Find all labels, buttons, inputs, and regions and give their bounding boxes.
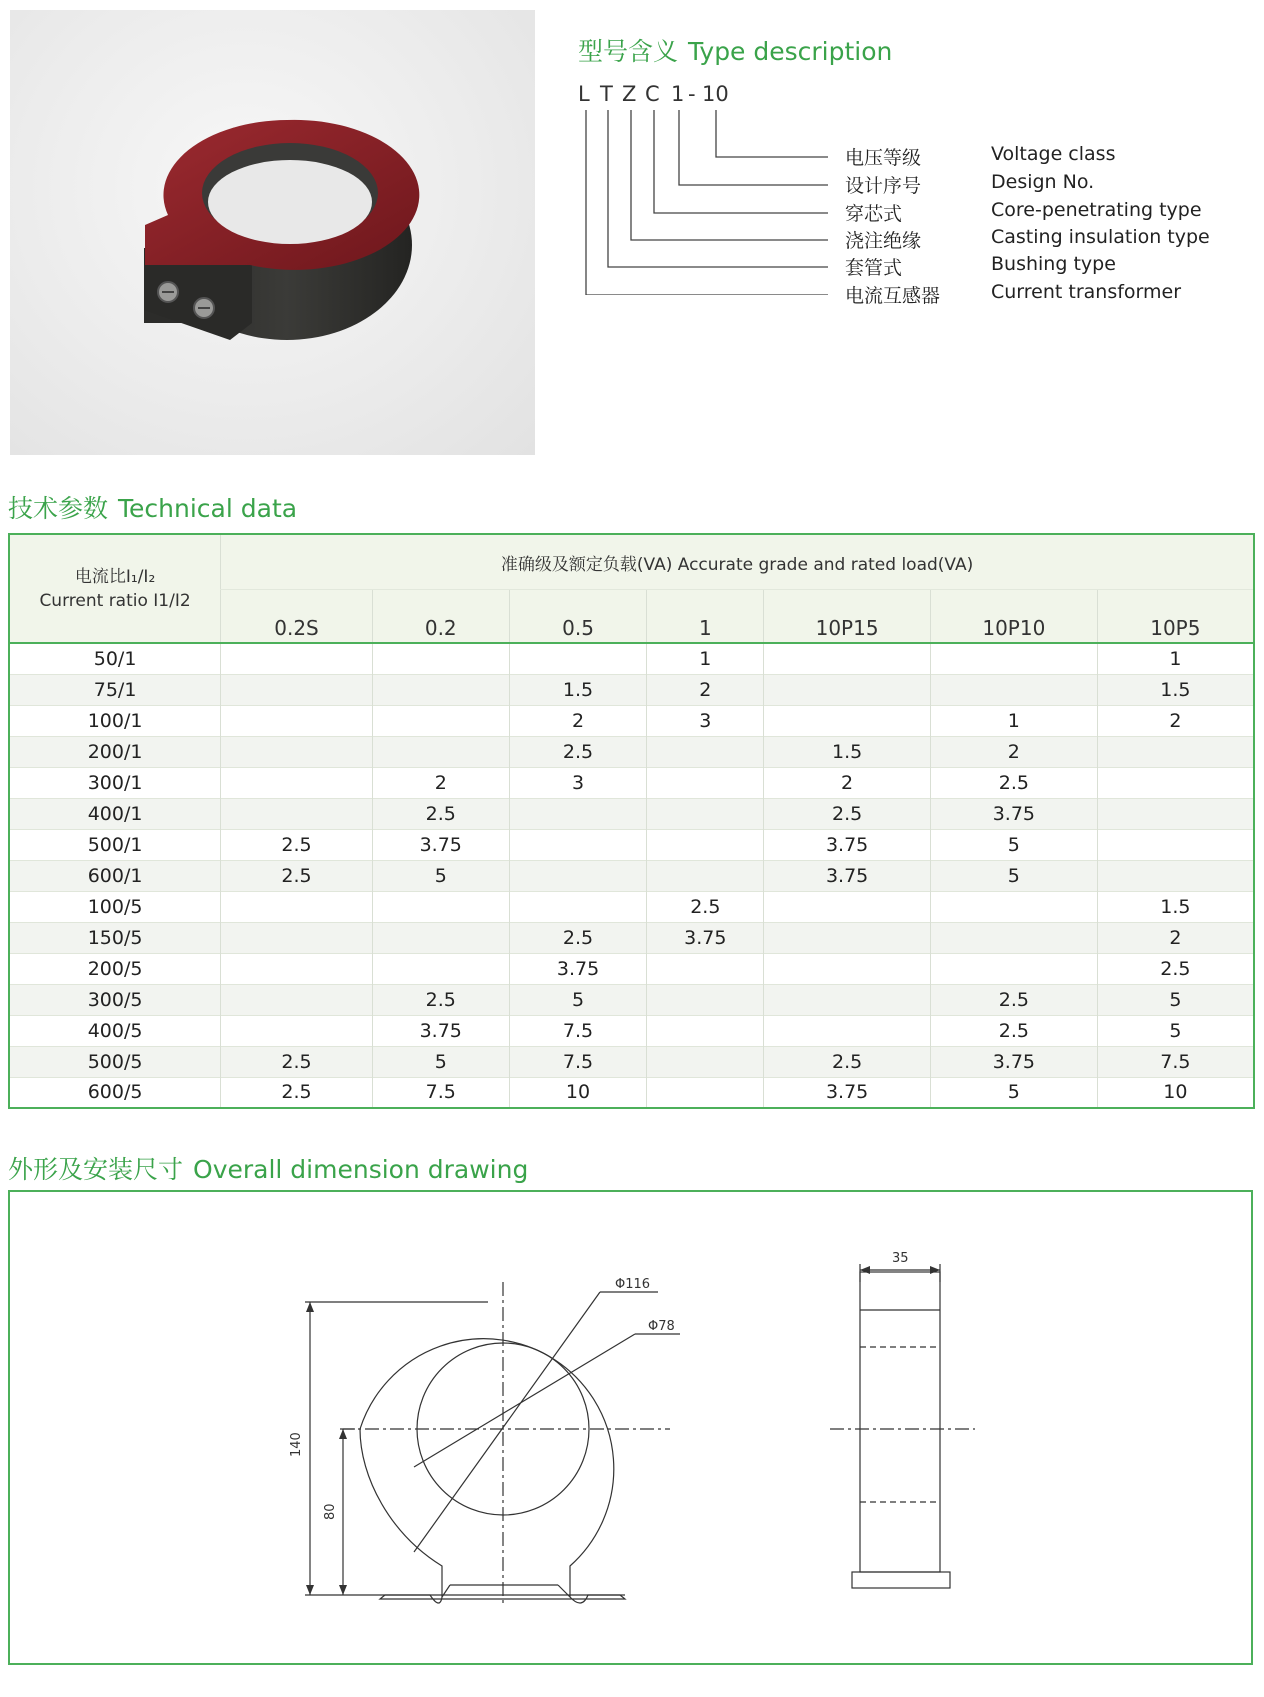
title-en: Overall dimension drawing: [193, 1155, 529, 1184]
load-cell: 3.75: [930, 798, 1097, 829]
load-cell: 2.5: [930, 984, 1097, 1015]
code-letter: -: [688, 82, 696, 106]
load-cell: [647, 953, 764, 984]
outer-diameter-label: Φ116: [615, 1277, 651, 1292]
load-cell: 3: [509, 767, 647, 798]
load-cell: 5: [930, 860, 1097, 891]
type-description-title: [578, 32, 892, 68]
load-cell: 2.5: [221, 860, 373, 891]
code-letter: T: [600, 82, 613, 106]
ratio-cell: 600/1: [9, 860, 221, 891]
load-cell: 2.5: [372, 984, 509, 1015]
title-zh: 型号含义: [578, 37, 679, 66]
table-row: [9, 860, 1254, 891]
load-cell: [764, 1015, 931, 1046]
grade-header: 准确级及额定负载(VA) Accurate grade and rated load(VA): [221, 534, 1254, 590]
ratio-cell: 75/1: [9, 674, 221, 705]
load-cell: [221, 891, 373, 922]
load-cell: 2: [509, 705, 647, 736]
width-label: 35: [892, 1251, 909, 1266]
code-letter: L: [578, 82, 590, 106]
load-cell: [930, 674, 1097, 705]
load-cell: [372, 891, 509, 922]
load-cell: [764, 953, 931, 984]
load-cell: 3.75: [647, 922, 764, 953]
load-cell: [372, 705, 509, 736]
desc-zh: 设计序号: [845, 175, 922, 197]
column-header: 0.5: [509, 590, 647, 644]
total-height-label: 140: [289, 1432, 304, 1457]
load-cell: 2.5: [221, 829, 373, 860]
load-cell: 2: [1097, 705, 1254, 736]
load-cell: 3.75: [764, 1077, 931, 1108]
ratio-cell: 600/5: [9, 1077, 221, 1108]
desc-en: Design No.: [991, 171, 1095, 193]
load-cell: 2.5: [221, 1077, 373, 1108]
load-cell: 3.75: [372, 1015, 509, 1046]
table-body: [9, 643, 1254, 1108]
load-cell: [221, 736, 373, 767]
ratio-column-header: [9, 534, 221, 643]
load-cell: [221, 643, 373, 674]
load-cell: 2.5: [1097, 953, 1254, 984]
column-header: 10P5: [1097, 590, 1254, 644]
load-cell: 7.5: [1097, 1046, 1254, 1077]
table-row: [9, 674, 1254, 705]
load-cell: 2: [372, 767, 509, 798]
dimension-drawing-box: [8, 1190, 1253, 1665]
load-cell: [221, 798, 373, 829]
ratio-cell: 300/1: [9, 767, 221, 798]
load-cell: 2.5: [764, 798, 931, 829]
table-row: [9, 1077, 1254, 1108]
load-cell: 3.75: [930, 1046, 1097, 1077]
code-letter: Z: [622, 82, 637, 106]
table-row: [9, 891, 1254, 922]
table-row: [9, 922, 1254, 953]
load-cell: 10: [1097, 1077, 1254, 1108]
load-cell: [509, 891, 647, 922]
load-cell: [647, 829, 764, 860]
desc-casting-insulation: [845, 226, 1210, 253]
technical-data-title: [8, 489, 297, 525]
load-cell: [1097, 798, 1254, 829]
table-row: [9, 829, 1254, 860]
table-row: [9, 984, 1254, 1015]
load-cell: [647, 860, 764, 891]
load-cell: 3.75: [509, 953, 647, 984]
load-cell: [764, 922, 931, 953]
load-cell: 5: [1097, 984, 1254, 1015]
inner-diameter-label: Φ78: [648, 1319, 675, 1334]
load-cell: [509, 829, 647, 860]
load-cell: 2.5: [647, 891, 764, 922]
code-letter: 1: [671, 82, 685, 106]
load-cell: 3.75: [372, 829, 509, 860]
table-row: [9, 643, 1254, 674]
load-cell: 7.5: [509, 1046, 647, 1077]
title-zh: 技术参数: [8, 494, 109, 523]
load-cell: [221, 984, 373, 1015]
ratio-cell: 500/1: [9, 829, 221, 860]
load-cell: [647, 1046, 764, 1077]
load-cell: 3: [647, 705, 764, 736]
load-cell: [647, 984, 764, 1015]
load-cell: [221, 705, 373, 736]
load-cell: [930, 891, 1097, 922]
title-zh: 外形及安装尺寸: [8, 1155, 184, 1184]
product-photo: [10, 10, 535, 455]
center-height-label: 80: [323, 1503, 338, 1520]
desc-en: Bushing type: [991, 253, 1116, 275]
desc-current-transformer: [845, 281, 1182, 308]
load-cell: [647, 798, 764, 829]
load-cell: [372, 736, 509, 767]
technical-data-table: [8, 533, 1255, 1109]
load-cell: 2.5: [221, 1046, 373, 1077]
load-cell: 1.5: [509, 674, 647, 705]
table-row: [9, 1015, 1254, 1046]
desc-core-penetrating: [845, 199, 1202, 226]
load-cell: [1097, 860, 1254, 891]
load-cell: [764, 984, 931, 1015]
load-cell: 1: [647, 643, 764, 674]
current-transformer-image: [10, 10, 535, 455]
desc-zh: 浇注绝缘: [845, 230, 922, 252]
load-cell: [221, 953, 373, 984]
ratio-cell: 150/5: [9, 922, 221, 953]
desc-zh: 穿芯式: [845, 203, 903, 225]
load-cell: [930, 643, 1097, 674]
code-letter: C: [645, 82, 660, 106]
ratio-header-en: Current ratio I1/I2: [39, 590, 191, 611]
ratio-header-zh: 电流比I₁/I₂: [74, 566, 156, 587]
load-cell: 5: [930, 829, 1097, 860]
load-cell: 5: [930, 1077, 1097, 1108]
column-header: 0.2S: [221, 590, 373, 644]
dimension-drawing-title: [8, 1150, 528, 1186]
ratio-cell: 100/1: [9, 705, 221, 736]
load-cell: 3.75: [764, 829, 931, 860]
load-cell: [930, 953, 1097, 984]
ratio-cell: 300/5: [9, 984, 221, 1015]
load-cell: [372, 922, 509, 953]
load-cell: 2.5: [930, 1015, 1097, 1046]
desc-zh: 电压等级: [845, 147, 922, 169]
load-cell: [372, 674, 509, 705]
load-cell: 10: [509, 1077, 647, 1108]
ratio-cell: 400/5: [9, 1015, 221, 1046]
load-cell: [372, 643, 509, 674]
desc-zh: 电流互感器: [845, 285, 941, 307]
load-cell: [221, 767, 373, 798]
column-header: 10P15: [764, 590, 931, 644]
desc-bushing-type: [845, 253, 1116, 280]
ratio-cell: 200/1: [9, 736, 221, 767]
load-cell: [647, 1015, 764, 1046]
load-cell: 1.5: [1097, 674, 1254, 705]
column-header: 0.2: [372, 590, 509, 644]
desc-zh: 套管式: [845, 257, 903, 279]
load-cell: 5: [372, 860, 509, 891]
load-cell: [764, 705, 931, 736]
desc-en: Casting insulation type: [991, 226, 1210, 248]
type-code-leader-lines: [578, 105, 838, 295]
load-cell: 7.5: [372, 1077, 509, 1108]
table-row: [9, 767, 1254, 798]
ratio-cell: 100/5: [9, 891, 221, 922]
load-cell: [509, 643, 647, 674]
load-cell: 2: [647, 674, 764, 705]
column-header: 10P10: [930, 590, 1097, 644]
load-cell: 2.5: [509, 922, 647, 953]
dimension-drawing: [10, 1192, 1255, 1667]
table-row: [9, 953, 1254, 984]
load-cell: 2.5: [930, 767, 1097, 798]
load-cell: [221, 922, 373, 953]
desc-en: Voltage class: [991, 143, 1116, 165]
load-cell: 2.5: [372, 798, 509, 829]
column-header: 1: [647, 590, 764, 644]
load-cell: 1.5: [764, 736, 931, 767]
title-en: Type description: [688, 37, 893, 66]
load-cell: [647, 767, 764, 798]
load-cell: [509, 860, 647, 891]
load-cell: [221, 674, 373, 705]
load-cell: 2: [1097, 922, 1254, 953]
load-cell: [1097, 736, 1254, 767]
load-cell: 2: [930, 736, 1097, 767]
load-cell: 5: [372, 1046, 509, 1077]
load-cell: [372, 953, 509, 984]
desc-en: Current transformer: [991, 281, 1182, 303]
ratio-cell: 400/1: [9, 798, 221, 829]
load-cell: [647, 736, 764, 767]
desc-en: Core-penetrating type: [991, 199, 1202, 221]
load-cell: 2.5: [764, 1046, 931, 1077]
table-row: [9, 1046, 1254, 1077]
load-cell: 5: [509, 984, 647, 1015]
load-cell: 1: [930, 705, 1097, 736]
load-cell: [764, 643, 931, 674]
load-cell: 2.5: [509, 736, 647, 767]
load-cell: [930, 922, 1097, 953]
table-row: [9, 705, 1254, 736]
table-row: [9, 736, 1254, 767]
title-en: Technical data: [118, 494, 298, 523]
code-letter: 10: [702, 82, 729, 106]
table-row: [9, 798, 1254, 829]
load-cell: 3.75: [764, 860, 931, 891]
load-cell: [764, 891, 931, 922]
load-cell: [764, 674, 931, 705]
ratio-cell: 500/5: [9, 1046, 221, 1077]
load-cell: [509, 798, 647, 829]
load-cell: [647, 1077, 764, 1108]
load-cell: [1097, 767, 1254, 798]
load-cell: 5: [1097, 1015, 1254, 1046]
load-cell: 1: [1097, 643, 1254, 674]
desc-design-no: [845, 171, 1095, 198]
ratio-cell: 200/5: [9, 953, 221, 984]
desc-voltage-class: [845, 143, 1116, 170]
load-cell: 1.5: [1097, 891, 1254, 922]
load-cell: [221, 1015, 373, 1046]
load-cell: [1097, 829, 1254, 860]
load-cell: 7.5: [509, 1015, 647, 1046]
ratio-cell: 50/1: [9, 643, 221, 674]
load-cell: 2: [764, 767, 931, 798]
